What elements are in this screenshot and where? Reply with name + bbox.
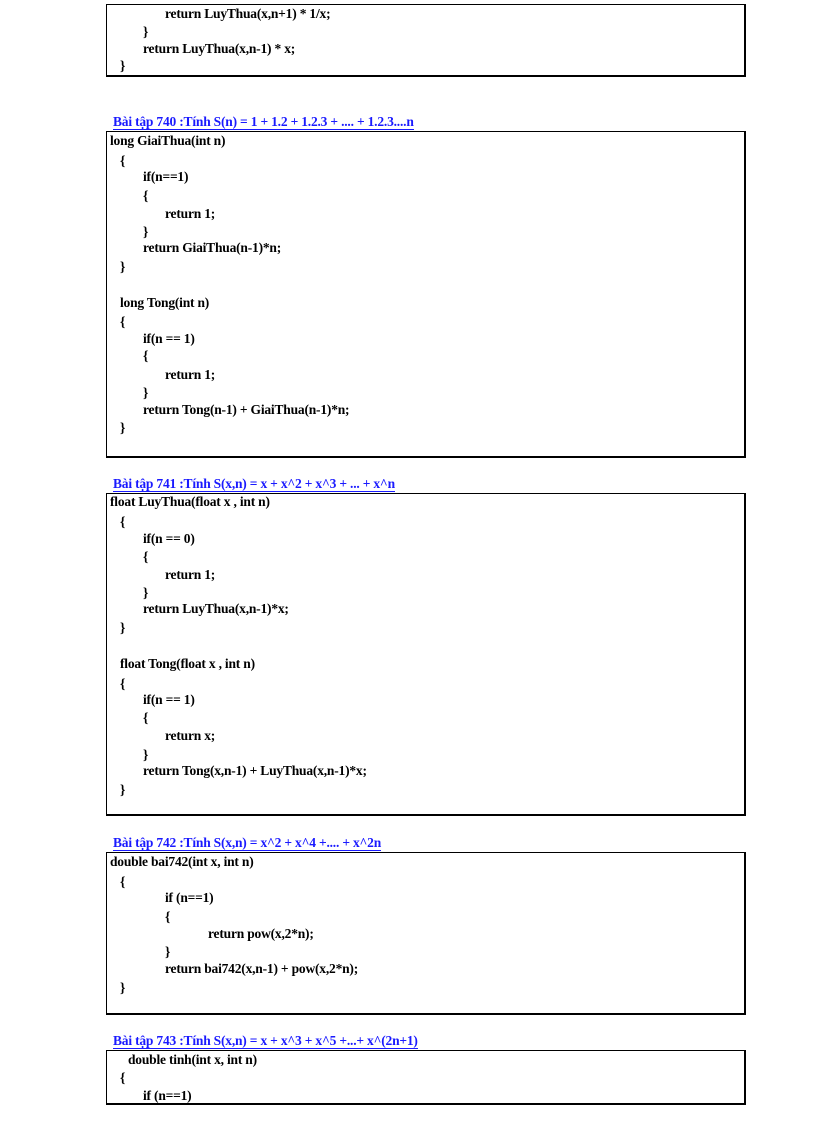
- code-line: }: [143, 224, 149, 239]
- code-line: return 1;: [165, 367, 216, 382]
- code-line: {: [120, 1070, 126, 1085]
- code-line: return 1;: [165, 567, 216, 582]
- code-line: }: [143, 747, 149, 762]
- code-line: if(n == 1): [143, 692, 195, 707]
- code-line: float Tong(float x , int n): [120, 656, 255, 671]
- code-line: }: [120, 420, 126, 435]
- code-line: return x;: [165, 728, 216, 743]
- code-line: }: [120, 58, 126, 73]
- code-line: }: [120, 620, 126, 635]
- code-box-742: [106, 852, 746, 1015]
- code-line: if(n==1): [143, 169, 189, 184]
- code-line: return LuyThua(x,n+1) * 1/x;: [165, 6, 331, 21]
- code-line: return GiaiThua(n-1)*n;: [143, 240, 282, 255]
- code-line: {: [143, 549, 149, 564]
- code-line: if(n == 0): [143, 531, 195, 546]
- code-line: }: [143, 24, 149, 39]
- code-line: double bai742(int x, int n): [110, 854, 254, 869]
- exercise-740-title: Bài tập 740 :Tính S(n) = 1 + 1.2 + 1.2.3 + .... + 1.2.3....n: [113, 114, 414, 129]
- code-line: {: [143, 188, 149, 203]
- code-line: if(n == 1): [143, 331, 195, 346]
- code-line: {: [120, 874, 126, 889]
- exercise-742-title: Bài tập 742 :Tính S(x,n) = x^2 + x^4 +.... + x^2n: [113, 835, 382, 850]
- code-line: if (n==1): [143, 1088, 192, 1103]
- code-line: if (n==1): [165, 890, 214, 905]
- code-line: return LuyThua(x,n-1)*x;: [143, 601, 289, 616]
- code-line: }: [120, 980, 126, 995]
- code-line: return pow(x,2*n);: [208, 926, 314, 941]
- code-line: {: [143, 710, 149, 725]
- code-line: return Tong(x,n-1) + LuyThua(x,n-1)*x;: [143, 763, 367, 778]
- code-line: {: [143, 348, 149, 363]
- code-line: {: [120, 514, 126, 529]
- code-line: }: [143, 385, 149, 400]
- code-line: }: [165, 944, 171, 959]
- code-line: {: [165, 909, 171, 924]
- code-line: return Tong(n-1) + GiaiThua(n-1)*n;: [143, 402, 350, 417]
- exercise-743-title: Bài tập 743 :Tính S(x,n) = x + x^3 + x^5 +...+ x^(2n+1): [113, 1033, 418, 1048]
- code-line: return 1;: [165, 206, 216, 221]
- code-line: return bai742(x,n-1) + pow(x,2*n);: [165, 961, 359, 976]
- code-line: return LuyThua(x,n-1) * x;: [143, 41, 296, 56]
- exercise-741-title: Bài tập 741 :Tính S(x,n) = x + x^2 + x^3 + ... + x^n: [113, 476, 395, 491]
- code-line: }: [143, 585, 149, 600]
- code-line: }: [120, 782, 126, 797]
- code-line: double tinh(int x, int n): [128, 1052, 257, 1067]
- code-line: {: [120, 153, 126, 168]
- code-line: float LuyThua(float x , int n): [110, 494, 270, 509]
- code-line: {: [120, 314, 126, 329]
- code-line: long GiaiThua(int n): [110, 133, 226, 148]
- code-line: {: [120, 676, 126, 691]
- code-line: long Tong(int n): [120, 295, 210, 310]
- code-line: }: [120, 259, 126, 274]
